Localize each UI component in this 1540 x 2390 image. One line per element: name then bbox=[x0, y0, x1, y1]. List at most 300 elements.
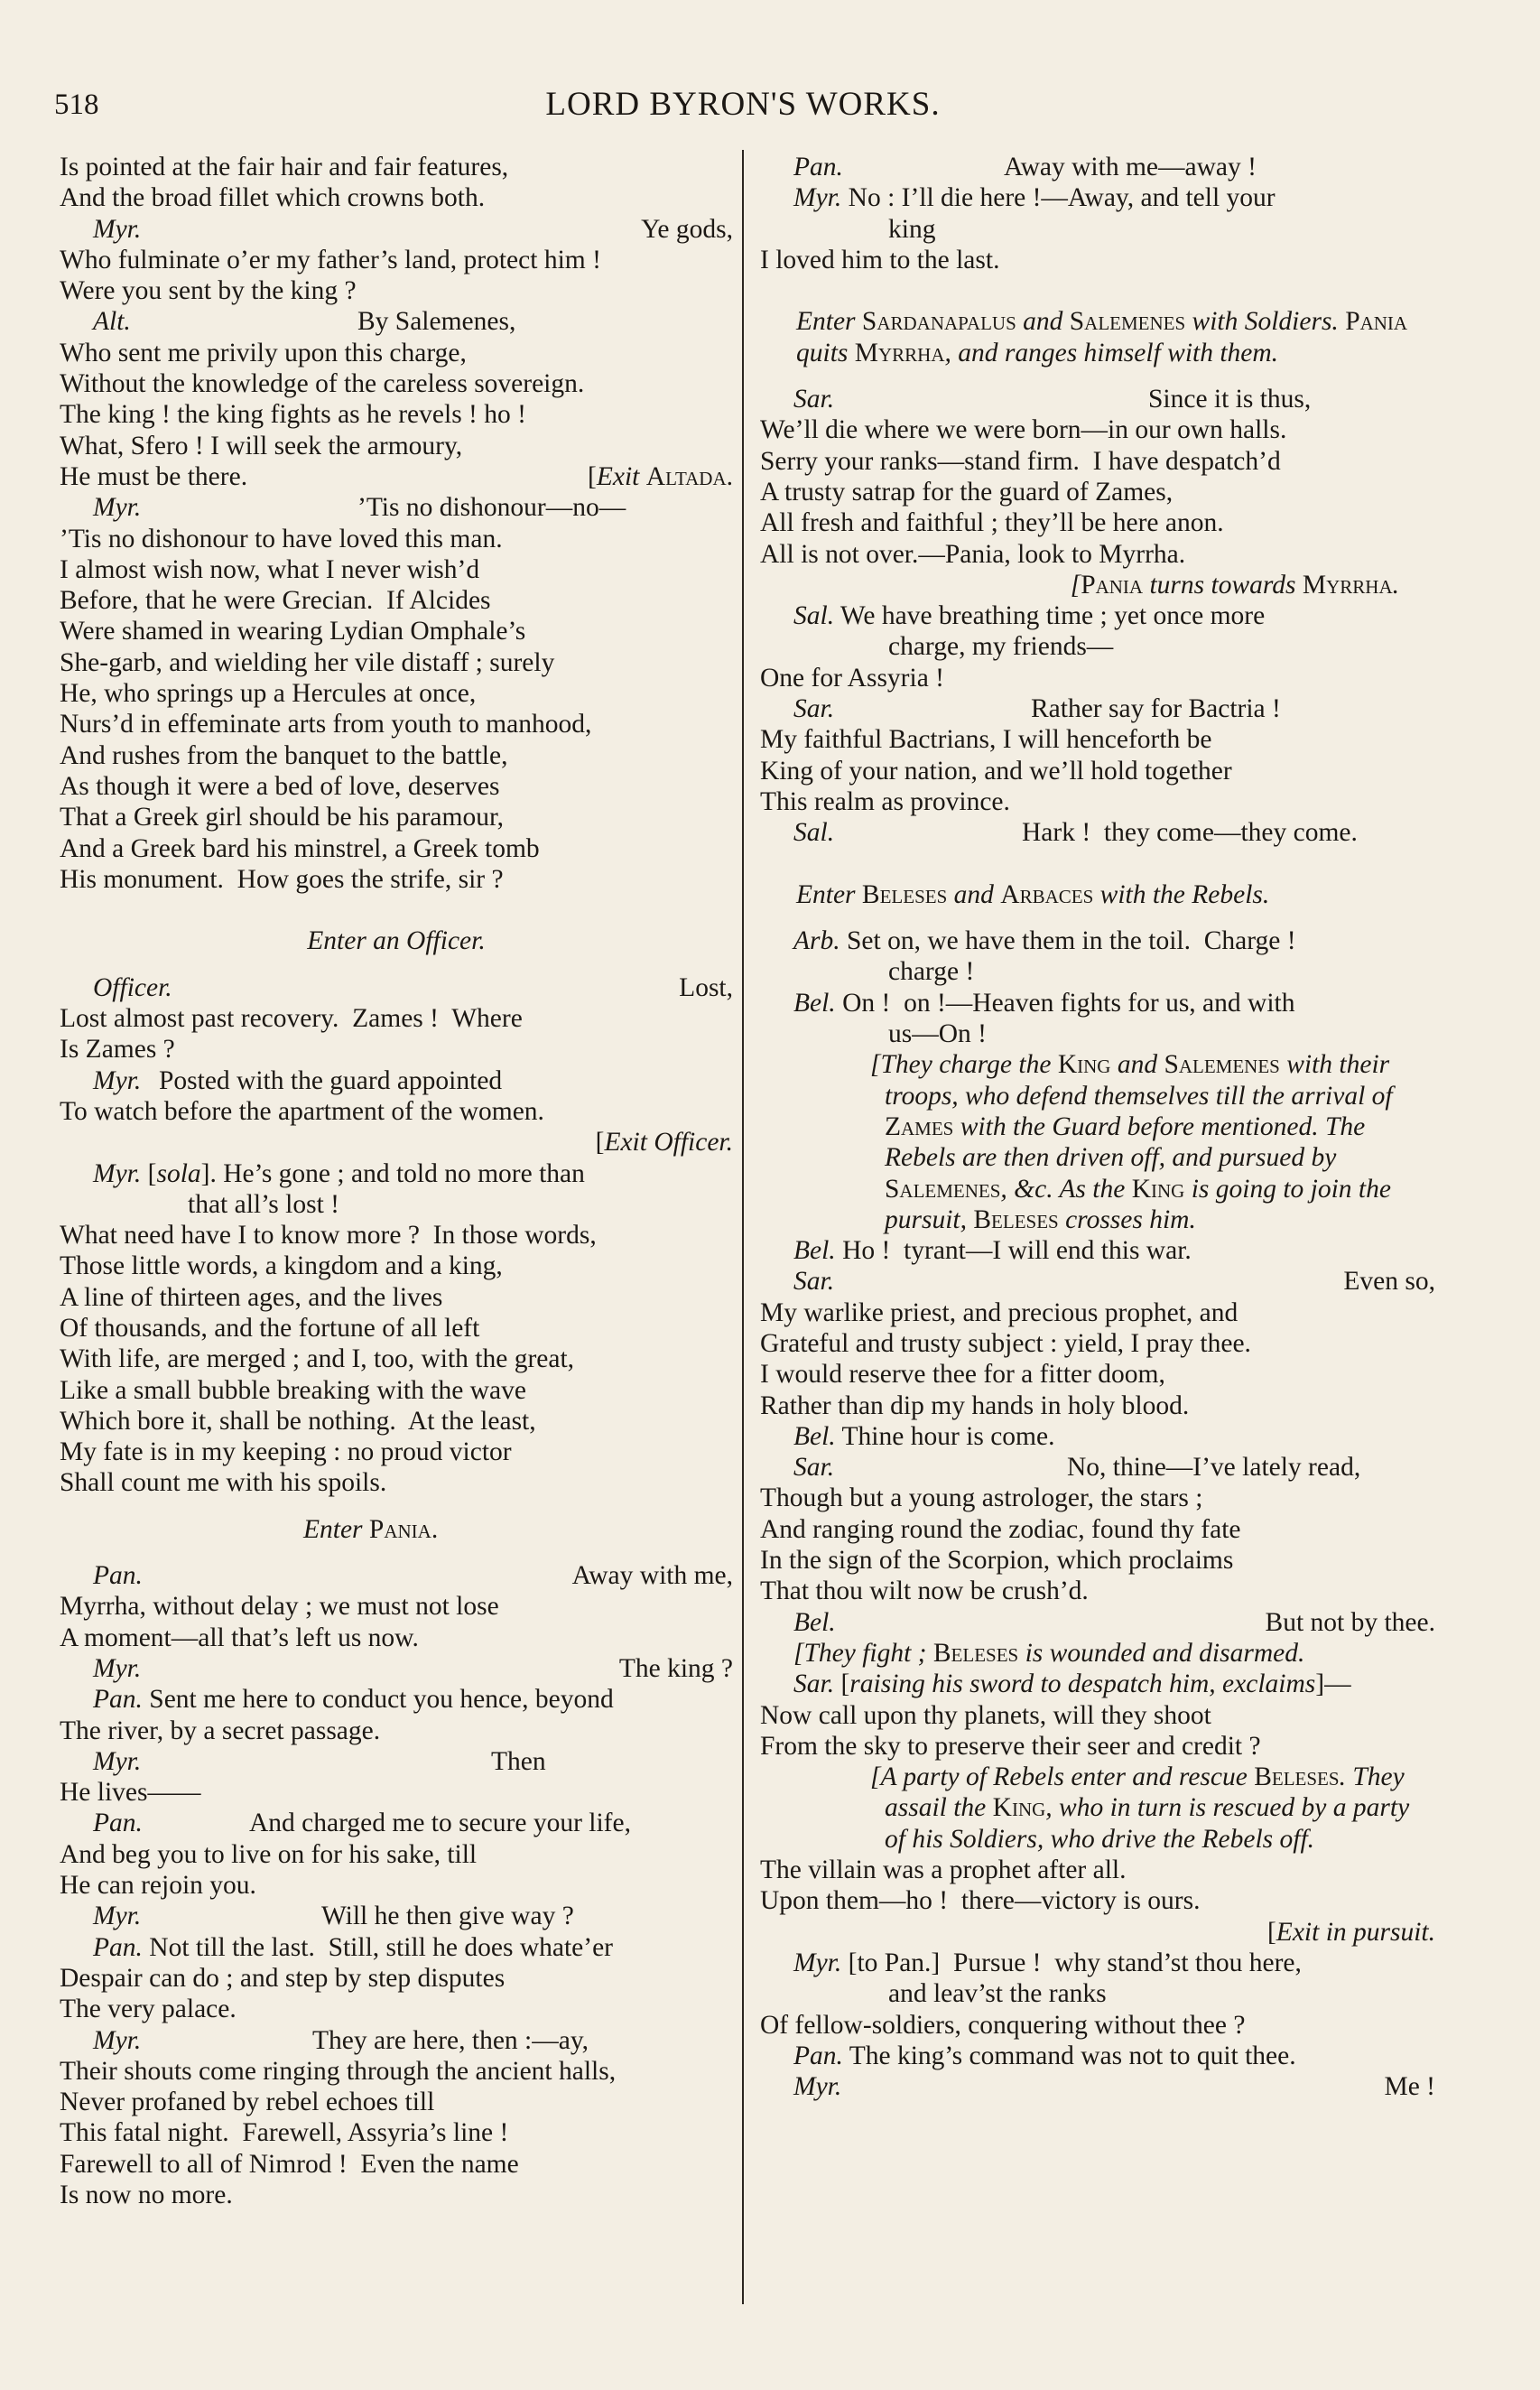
speech-text: Rather say for Bactria ! bbox=[1031, 694, 1281, 724]
italic-text: Exit bbox=[596, 461, 640, 491]
speech-line bbox=[60, 1808, 733, 1838]
line-text: Their shouts come ringing through the ancient halls, bbox=[60, 2056, 617, 2086]
speech-line bbox=[760, 817, 1435, 848]
text-line bbox=[60, 2056, 733, 2087]
line-text: Nurs’d in effeminate arts from youth to manhood, bbox=[60, 710, 592, 739]
text-line bbox=[60, 2117, 733, 2148]
speech-text: But not by thee. bbox=[1265, 1607, 1435, 1637]
line-text: Grateful and trusty subject : yield, I pray thee. bbox=[760, 1328, 1251, 1358]
stage-direction-block bbox=[760, 879, 1435, 910]
text-line bbox=[760, 1576, 1435, 1606]
text-line bbox=[60, 2087, 733, 2117]
speaker-name: Officer. bbox=[93, 972, 172, 1002]
line-text: In the sign of the Scorpion, which proclaims bbox=[760, 1546, 1234, 1576]
text-line bbox=[760, 724, 1435, 755]
text-line bbox=[760, 1514, 1435, 1545]
line-text: Now call upon thy planets, will they shoot bbox=[760, 1700, 1211, 1730]
text-line bbox=[760, 1328, 1435, 1359]
spacer bbox=[760, 368, 1435, 384]
inline-direction: [sola]. bbox=[147, 1158, 217, 1188]
speech-text: [to Pan.] Pursue ! why stand’st thou here, bbox=[841, 1948, 1302, 1977]
speaker-name: Pan. bbox=[93, 1809, 143, 1838]
line-text: Rather than dip my hands in holy blood. bbox=[760, 1390, 1190, 1420]
text-line bbox=[60, 524, 733, 554]
text-line bbox=[60, 1313, 733, 1344]
stage-direction: [Exit Altada. bbox=[588, 461, 733, 491]
speech-text: Ye gods, bbox=[641, 214, 733, 244]
small-caps-name: Pania bbox=[1081, 570, 1144, 600]
italic-text: is going to join the pursuit, bbox=[885, 1174, 1391, 1234]
line-text: Serry your ranks—stand firm. I have despatch’d bbox=[760, 446, 1281, 476]
speech-text: And charged me to secure your life, bbox=[249, 1809, 631, 1838]
speech-line bbox=[60, 214, 733, 245]
line-text: I almost wish now, what I never wish’d bbox=[60, 554, 480, 584]
speech-line bbox=[60, 1560, 733, 1591]
speaker-name: Pan. bbox=[93, 1561, 143, 1591]
text-line bbox=[60, 1344, 733, 1374]
speech-line bbox=[60, 972, 733, 1003]
right-column bbox=[760, 152, 1435, 2102]
italic-text: Enter bbox=[796, 307, 862, 337]
text-line bbox=[60, 368, 733, 399]
column-rule bbox=[742, 150, 744, 2304]
italic-text: Exit bbox=[1276, 1917, 1320, 1947]
small-caps-name: King bbox=[1057, 1050, 1111, 1080]
text-line bbox=[60, 1034, 733, 1065]
text-line bbox=[760, 1731, 1435, 1762]
line-text: As though it were a bed of love, deserves bbox=[60, 771, 500, 801]
line-text: He can rejoin you. bbox=[60, 1871, 256, 1901]
speaker-name: Pan. bbox=[93, 1932, 143, 1962]
line-text: With life, are merged ; and I, too, with the great, bbox=[60, 1344, 575, 1374]
speech-text: Posted with the guard appointed bbox=[159, 1065, 503, 1095]
text-line bbox=[60, 802, 733, 832]
line-text: Those little words, a kingdom and a king, bbox=[60, 1251, 503, 1281]
text-line bbox=[60, 182, 733, 213]
line-text: We’ll die where we were born—in our own halls. bbox=[760, 415, 1287, 445]
line-text: Shall count me with his spoils. bbox=[60, 1468, 387, 1498]
speaker-name: Pan. bbox=[793, 153, 843, 181]
line-text: Upon them—ho ! there—victory is ours. bbox=[760, 1886, 1201, 1916]
speech-text: He’s gone ; and told no more than bbox=[216, 1158, 585, 1188]
spacer bbox=[760, 849, 1435, 879]
line-text: Without the knowledge of the careless sovereign. bbox=[60, 369, 585, 399]
small-caps-name: Zames bbox=[885, 1111, 954, 1141]
line-text: All fresh and faithful ; they’ll be here anon. bbox=[760, 508, 1224, 538]
speech-line bbox=[760, 1421, 1435, 1452]
text-line bbox=[760, 1483, 1435, 1513]
text-line bbox=[60, 554, 733, 585]
speech-text: Then bbox=[491, 1746, 546, 1776]
line-text: And the broad fillet which crowns both. bbox=[60, 183, 486, 213]
text-line bbox=[760, 1359, 1435, 1390]
page-number: 518 bbox=[54, 88, 99, 121]
line-text: The very palace. bbox=[60, 1995, 237, 2024]
text-line bbox=[760, 756, 1435, 786]
text-line bbox=[60, 647, 733, 678]
italic-text: Sar. bbox=[793, 1669, 841, 1699]
small-caps-name: Myrrha bbox=[1302, 570, 1393, 600]
speaker-name: Bel. bbox=[793, 1607, 836, 1637]
line-text: My fate is in my keeping : no proud victor bbox=[60, 1437, 512, 1467]
italic-text: [They charge the bbox=[870, 1050, 1058, 1080]
text-line bbox=[60, 616, 733, 646]
italic-text: , who in turn is rescued by a party of his Soldiers, who drive the Rebels off. bbox=[885, 1793, 1410, 1854]
italic-text: sola bbox=[156, 1158, 201, 1188]
text-line bbox=[760, 446, 1435, 477]
line-text: This fatal night. Farewell, Assyria’s line ! bbox=[60, 2118, 509, 2148]
text-line bbox=[60, 1282, 733, 1313]
continuation-line: and leav’st the ranks bbox=[888, 1979, 1107, 2009]
running-title: LORD BYRON'S WORKS. bbox=[545, 86, 941, 123]
text-line bbox=[60, 709, 733, 739]
speaker-name: Sal. bbox=[793, 601, 835, 631]
text-line bbox=[60, 431, 733, 461]
line-text: A line of thirteen ages, and the lives bbox=[60, 1282, 443, 1312]
text-line bbox=[60, 1963, 733, 1994]
text-line bbox=[60, 1220, 733, 1251]
line-text: He, who springs up a Hercules at once, bbox=[60, 679, 477, 709]
speech-line bbox=[60, 306, 733, 337]
speech-text: Sent me here to conduct you hence, beyond bbox=[142, 1685, 614, 1715]
text-line bbox=[60, 461, 733, 492]
text-line bbox=[60, 2180, 733, 2210]
text-line bbox=[60, 833, 733, 864]
line-text: Is pointed at the fair hair and fair features, bbox=[60, 153, 509, 181]
speech-line bbox=[60, 1065, 733, 1096]
text-line bbox=[60, 864, 733, 895]
small-caps-name: Altada. bbox=[645, 461, 733, 491]
small-caps-name: Beleses bbox=[973, 1204, 1059, 1234]
italic-text: [A party of Rebels enter and rescue bbox=[870, 1762, 1255, 1792]
speech-line bbox=[760, 152, 1435, 182]
line-text: What need have I to know more ? In those words, bbox=[60, 1221, 597, 1251]
speech-text: By Salemenes, bbox=[357, 307, 516, 337]
text-line bbox=[60, 1375, 733, 1406]
text-line bbox=[760, 786, 1435, 817]
line-text: I loved him to the last. bbox=[760, 245, 1000, 274]
italic-text: [ bbox=[1070, 570, 1081, 600]
text-line bbox=[60, 771, 733, 802]
line-text: The villain was a prophet after all. bbox=[760, 1855, 1127, 1885]
italic-text: in pursuit. bbox=[1319, 1917, 1435, 1947]
italic-text: Enter bbox=[303, 1514, 369, 1544]
speech-line bbox=[760, 600, 1435, 631]
text-line bbox=[60, 1870, 733, 1901]
speech-text: The king ? bbox=[618, 1653, 733, 1683]
stage-direction bbox=[760, 570, 1435, 600]
text-line bbox=[60, 1437, 733, 1467]
line-text: Of fellow-soldiers, conquering without thee ? bbox=[760, 2010, 1246, 2040]
exit-direction: [Exit Officer. bbox=[595, 1128, 733, 1158]
exit-direction: [Exit in pursuit. bbox=[1266, 1917, 1435, 1947]
italic-text: and bbox=[947, 879, 1001, 909]
text-line bbox=[760, 1297, 1435, 1328]
line-text: And a Greek bard his minstrel, a Greek tomb bbox=[60, 833, 540, 863]
speaker-name: Alt. bbox=[93, 307, 131, 337]
spacer bbox=[60, 1499, 733, 1514]
speech-line bbox=[760, 693, 1435, 724]
italic-text: [They fight ; bbox=[793, 1638, 933, 1668]
line-text: ’Tis no dishonour to have loved this man. bbox=[60, 524, 503, 553]
continuation-line: king bbox=[888, 214, 936, 244]
speaker-name: Sar. bbox=[793, 1453, 835, 1483]
line-text: That thou wilt now be crush’d. bbox=[760, 1576, 1089, 1606]
text-line bbox=[760, 1700, 1435, 1731]
small-caps-name: Beleses bbox=[861, 879, 948, 909]
small-caps-name: Beleses bbox=[932, 1638, 1019, 1668]
italic-text: . They assail the bbox=[885, 1762, 1405, 1823]
line-text: She-garb, and wielding her vile distaff ; surely bbox=[60, 647, 555, 677]
text-line bbox=[60, 399, 733, 430]
speaker-name: Sar. bbox=[793, 1267, 835, 1297]
text-line bbox=[60, 1994, 733, 2024]
speech-line bbox=[60, 1684, 733, 1715]
continuation-line: that all’s lost ! bbox=[188, 1189, 339, 1219]
speech-line bbox=[760, 1452, 1435, 1483]
speech-text: Hark ! they come—they come. bbox=[1022, 818, 1358, 848]
speaker-name: Myr. bbox=[93, 1065, 142, 1095]
spacer bbox=[760, 275, 1435, 306]
speech-text: Since it is thus, bbox=[1148, 385, 1312, 414]
italic-text: Officer. bbox=[646, 1128, 733, 1158]
speech-line bbox=[60, 1653, 733, 1684]
line-text: Is now no more. bbox=[60, 2181, 233, 2209]
small-caps-name: Sardanapalus bbox=[861, 307, 1016, 337]
italic-text: Exit bbox=[604, 1128, 647, 1158]
speaker-name: Myr. bbox=[93, 1902, 142, 1931]
speech-text: Even so, bbox=[1343, 1267, 1435, 1297]
speech-line bbox=[760, 1235, 1435, 1266]
small-caps-name: King bbox=[992, 1793, 1046, 1823]
speech-line bbox=[60, 1746, 733, 1777]
speech-text: Thine hour is come. bbox=[835, 1421, 1055, 1451]
italic-text: Enter bbox=[796, 879, 862, 909]
small-caps-name: Arbaces bbox=[1000, 879, 1094, 909]
speech-text: On ! on !—Heaven fights for us, and with bbox=[835, 988, 1295, 1018]
line-text: What, Sfero ! I will seek the armoury, bbox=[60, 431, 463, 460]
speech-line bbox=[760, 988, 1435, 1018]
line-text: To watch before the apartment of the women. bbox=[60, 1096, 544, 1126]
speaker-name: Myr. bbox=[793, 2072, 842, 2102]
italic-text: , &c. As the bbox=[1000, 1174, 1132, 1204]
line-text: Despair can do ; and step by step disputes bbox=[60, 1963, 506, 1993]
line-text: Farewell to all of Nimrod ! Even the name bbox=[60, 2149, 519, 2179]
speaker-name: Sar. bbox=[793, 694, 835, 724]
text-line bbox=[760, 1390, 1435, 1421]
speech-line bbox=[760, 1266, 1435, 1297]
stage-direction: Sar. [raising his sword to despatch him, exclaims]— bbox=[793, 1669, 1351, 1699]
stage-direction-block bbox=[760, 1049, 1435, 1235]
text-line bbox=[60, 1251, 733, 1281]
speech-text: No : I’ll die here !—Away, and tell your bbox=[841, 183, 1276, 213]
line-text: All is not over.—Pania, look to Myrrha. bbox=[760, 539, 1186, 569]
text-line bbox=[760, 414, 1435, 445]
text-line bbox=[60, 1623, 733, 1653]
text-line bbox=[60, 740, 733, 771]
italic-text: crosses him. bbox=[1058, 1204, 1196, 1234]
text-line bbox=[60, 245, 733, 275]
spacer bbox=[60, 957, 733, 972]
text-line bbox=[760, 539, 1435, 570]
italic-text: with Soldiers. bbox=[1185, 307, 1346, 337]
text-line bbox=[760, 663, 1435, 693]
speech-line bbox=[760, 2071, 1435, 2102]
speech-line bbox=[760, 182, 1435, 213]
small-caps-name: Salemenes bbox=[1164, 1050, 1280, 1080]
text-line bbox=[760, 1545, 1435, 1576]
text-line bbox=[60, 1839, 733, 1870]
italic-text: with the Rebels. bbox=[1093, 879, 1270, 909]
line-text: Were you sent by the king ? bbox=[60, 276, 357, 306]
speech-text: Will he then give way ? bbox=[321, 1902, 574, 1931]
line-text: Of thousands, and the fortune of all left bbox=[60, 1313, 480, 1343]
small-caps-name: King bbox=[1131, 1174, 1185, 1204]
small-caps-name: Salemenes bbox=[1069, 307, 1186, 337]
speech-line bbox=[60, 492, 733, 523]
text-line bbox=[60, 678, 733, 709]
speech-text: Not till the last. Still, still he does whate’er bbox=[142, 1932, 613, 1962]
speech-line bbox=[760, 925, 1435, 956]
stage-direction-block bbox=[760, 306, 1435, 368]
text-line bbox=[60, 1096, 733, 1127]
speaker-name: Bel. bbox=[793, 988, 836, 1018]
speech-line bbox=[60, 2025, 733, 2056]
text-line bbox=[760, 507, 1435, 538]
speech-text: They are here, then :—ay, bbox=[312, 2025, 589, 2055]
speech-line bbox=[60, 1932, 733, 1963]
line-text: Myrrha, without delay ; we must not lose bbox=[60, 1592, 499, 1622]
speech-line bbox=[760, 1607, 1435, 1638]
speaker-name: Sar. bbox=[793, 385, 835, 414]
italic-text: and bbox=[1016, 307, 1070, 337]
speech-line bbox=[760, 1948, 1435, 1978]
text-line bbox=[60, 2149, 733, 2180]
line-text: A moment—all that’s left us now. bbox=[60, 1623, 419, 1652]
italic-text: is wounded and disarmed. bbox=[1018, 1638, 1305, 1668]
speaker-name: Myr. bbox=[93, 2025, 142, 2055]
text-line bbox=[760, 245, 1435, 275]
small-caps-name: Pania bbox=[1345, 307, 1408, 337]
text-line bbox=[60, 1716, 733, 1746]
speaker-name: Myr. bbox=[93, 1746, 142, 1776]
speaker-name: Myr. bbox=[93, 493, 142, 523]
left-column bbox=[60, 152, 733, 2210]
speech-text: Ho ! tyrant—I will end this war. bbox=[835, 1236, 1192, 1266]
line-text: Were shamed in wearing Lydian Omphale’s bbox=[60, 617, 526, 646]
italic-text: Enter an Officer. bbox=[307, 926, 486, 956]
speaker-name: Myr. bbox=[93, 1158, 142, 1188]
line-text: Who fulminate o’er my father’s land, protect him ! bbox=[60, 245, 601, 274]
text-line bbox=[760, 1885, 1435, 1916]
speaker-name: Sal. bbox=[793, 818, 835, 848]
text-line bbox=[60, 338, 733, 368]
small-caps-name: Salemenes bbox=[885, 1174, 1001, 1204]
speaker-name: Bel. bbox=[793, 1421, 836, 1451]
line-text: And beg you to live on for his sake, till bbox=[60, 1839, 478, 1869]
text-line bbox=[60, 152, 733, 182]
italic-text: turns towards bbox=[1143, 570, 1303, 600]
continuation-line: charge, my friends— bbox=[888, 632, 1114, 662]
speech-text: The king’s command was not to quit thee. bbox=[842, 2041, 1296, 2070]
text-line bbox=[60, 585, 733, 616]
line-text: And ranging round the zodiac, found thy fate bbox=[760, 1514, 1241, 1544]
line-text: That a Greek girl should be his paramour, bbox=[60, 803, 504, 832]
text-line bbox=[60, 1777, 733, 1808]
continuation-line: charge ! bbox=[888, 957, 975, 987]
speaker-name: Myr. bbox=[93, 1653, 142, 1683]
text-line bbox=[760, 2010, 1435, 2041]
speech-line bbox=[760, 2041, 1435, 2071]
small-caps-name: Myrrha bbox=[854, 338, 945, 367]
line-text: Which bore it, shall be nothing. At the least, bbox=[60, 1406, 536, 1436]
line-text: And rushes from the banquet to the battle, bbox=[60, 740, 508, 770]
line-text: Never profaned by rebel echoes till bbox=[60, 2088, 435, 2117]
line-text: My faithful Bactrians, I will henceforth be bbox=[760, 725, 1212, 755]
stage-direction-block bbox=[760, 1762, 1435, 1855]
text-line bbox=[760, 477, 1435, 507]
line-text: From the sky to preserve their seer and credit ? bbox=[760, 1731, 1261, 1761]
line-text: He must be there. bbox=[60, 461, 248, 491]
italic-text: and bbox=[1110, 1050, 1164, 1080]
line-text: Who sent me privily upon this charge, bbox=[60, 338, 467, 367]
speaker-name: Arb. bbox=[793, 926, 840, 956]
speaker-name: Myr. bbox=[93, 214, 142, 244]
text-line bbox=[60, 1591, 733, 1622]
line-text: The king ! the king fights as he revels ! ho ! bbox=[60, 400, 526, 430]
speaker-name: Bel. bbox=[793, 1236, 836, 1266]
text-line bbox=[60, 275, 733, 306]
line-text: The river, by a secret passage. bbox=[60, 1716, 381, 1745]
continuation-line: us—On ! bbox=[888, 1019, 987, 1049]
text-line bbox=[60, 1467, 733, 1498]
speaker-name: Myr. bbox=[793, 183, 842, 213]
italic-text: with their troops, who defend themselves till the arrival of bbox=[885, 1050, 1393, 1111]
speech-line bbox=[760, 384, 1435, 414]
speech-text: No, thine—I’ve lately read, bbox=[1067, 1453, 1361, 1483]
line-text: I would reserve thee for a fitter doom, bbox=[760, 1360, 1165, 1390]
line-text: My warlike priest, and precious prophet, and bbox=[760, 1297, 1238, 1327]
entrance-direction bbox=[60, 925, 733, 956]
speech-text: Set on, we have them in the toil. Charge ! bbox=[840, 926, 1296, 956]
speech-text: We have breathing time ; yet once more bbox=[834, 601, 1266, 631]
line-text: Lost almost past recovery. Zames ! Where bbox=[60, 1004, 523, 1034]
line-text: Though but a young astrologer, the stars ; bbox=[760, 1483, 1203, 1513]
line-text: Before, that he were Grecian. If Alcides bbox=[60, 586, 491, 616]
speaker-name: Pan. bbox=[793, 2041, 843, 2070]
page-header bbox=[54, 81, 1432, 135]
line-text: One for Assyria ! bbox=[760, 663, 944, 693]
line-text: Is Zames ? bbox=[60, 1035, 175, 1065]
entrance-direction bbox=[60, 1514, 733, 1545]
spacer bbox=[60, 1545, 733, 1560]
line-text: His monument. How goes the strife, sir ? bbox=[60, 864, 504, 894]
small-caps-name: Pania. bbox=[368, 1514, 439, 1544]
text-line bbox=[60, 1406, 733, 1437]
text-line bbox=[60, 1003, 733, 1034]
italic-text: quits bbox=[796, 338, 855, 367]
line-text: He lives—— bbox=[60, 1778, 201, 1808]
line-text: King of your nation, and we’ll hold together bbox=[760, 756, 1232, 786]
speech-text: ’Tis no dishonour—no— bbox=[357, 493, 626, 523]
speech-text: Away with me—away ! bbox=[1004, 153, 1257, 181]
line-text: This realm as province. bbox=[760, 786, 1010, 816]
speech-line bbox=[60, 1901, 733, 1931]
stage-direction bbox=[760, 1638, 1435, 1669]
line-text: A trusty satrap for the guard of Zames, bbox=[760, 477, 1174, 507]
line-text: Like a small bubble breaking with the wave bbox=[60, 1375, 526, 1405]
speech-text: Me ! bbox=[1384, 2072, 1435, 2102]
